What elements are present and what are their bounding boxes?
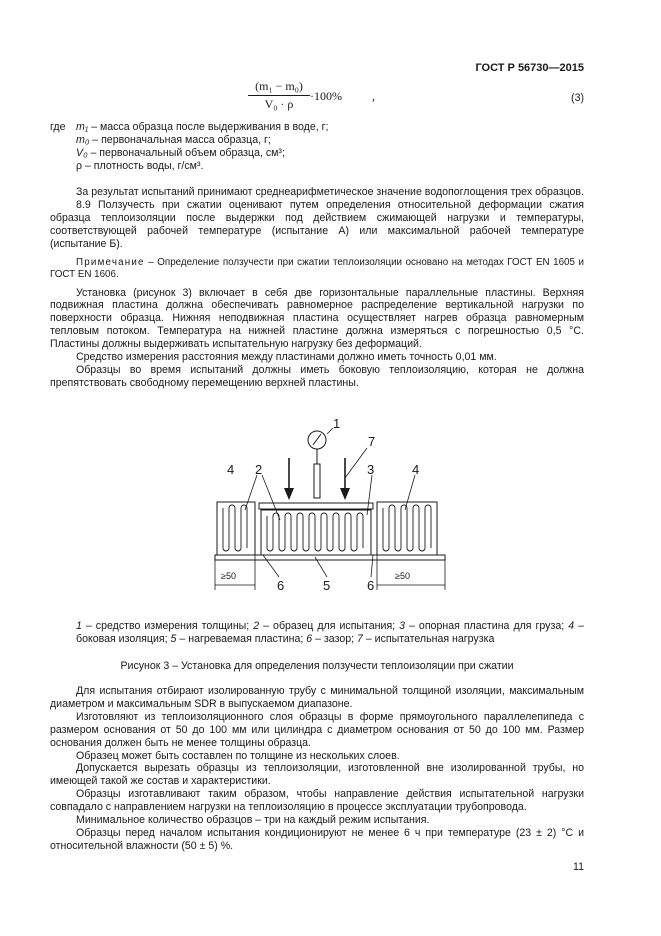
definition-text: – плотность воды, г/см³. bbox=[82, 159, 204, 172]
legend-number: 4 bbox=[568, 620, 575, 632]
figure-label-7: 7 bbox=[368, 434, 376, 449]
where-label: где bbox=[50, 121, 66, 133]
document-header: ГОСТ Р 56730—2015 bbox=[475, 62, 584, 74]
lateral-insulation-right-pattern bbox=[383, 505, 431, 551]
note-text: – Определение ползучести при сжатии теплоизоляции основано на методах ГОСТ EN 1605 и ГОСТ EN 1606. bbox=[50, 256, 584, 280]
paragraph: За результат испытаний принимают среднеарифметическое значение водопоглощения трех образцов. bbox=[76, 186, 584, 198]
figure-3-diagram bbox=[205, 416, 455, 604]
figure-label-6-left: 6 bbox=[277, 578, 285, 593]
figure-label-3: 3 bbox=[367, 462, 375, 477]
formula-comma: , bbox=[372, 89, 375, 103]
definition-text: – первоначальная масса образца, г; bbox=[89, 133, 271, 146]
paragraph: Образцы изготавливают таким образом, чтобы направление действия испытательной нагрузки совпадало с направлением нагрузки на теплоизоляцию в процессе эксплуатации трубопровода. bbox=[50, 788, 584, 814]
note-label: Примечание bbox=[76, 256, 145, 268]
formula-multiplier: ·100% bbox=[310, 89, 342, 103]
paragraph: Установка (рисунок 3) включает в себя две горизонтальные параллельные пластины. Верхняя подвижная пластина должна обеспечивать равномерное распределение вертикальной нагрузки по поверхности образца. Нижняя неподвижная пластина осуществляет нагрев образца равномерным тепловым потоком. Температура на нижней пластине должна измеряться с погрешностью 0,5 °С. Пластины должны выдерживать испытательную нагрузку без деформаций. bbox=[50, 286, 584, 351]
test-sample bbox=[261, 510, 371, 555]
figure-label-1: 1 bbox=[333, 416, 341, 431]
paragraph: Средство измерения расстояния между пластинами должно иметь точность 0,01 мм. bbox=[76, 351, 497, 364]
figure-label-4-right: 4 bbox=[412, 462, 420, 477]
legend-text: – опорная пластина для груза; bbox=[405, 620, 569, 632]
variable-definitions bbox=[76, 121, 576, 173]
legend-text: – средство измерения толщины; bbox=[81, 620, 254, 632]
page-number: 11 bbox=[573, 861, 584, 873]
gauge-needle bbox=[313, 434, 321, 445]
legend-number: 6 bbox=[306, 632, 313, 645]
legend-text: – образец для испытания; bbox=[259, 620, 400, 632]
paragraph: Допускается вырезать образцы из теплоизоляции, изготовленной вне изолированной трубы, но имеющей такой же состав и характеристики. bbox=[50, 762, 584, 788]
legend-number: 2 bbox=[253, 620, 260, 632]
formula-numerator: (m₁ − m₀) bbox=[248, 80, 310, 96]
body-text-upper bbox=[50, 186, 584, 390]
definition-symbol: ρ bbox=[76, 159, 83, 172]
test-sample-pattern bbox=[267, 513, 363, 551]
creep-test-setup-drawing bbox=[205, 416, 455, 600]
figure-label-5: 5 bbox=[323, 578, 331, 593]
note bbox=[50, 257, 584, 281]
figure-legend bbox=[76, 620, 584, 646]
definition-item bbox=[76, 147, 576, 160]
paragraph: Изготовляют из теплоизоляционного слоя образцы в форме прямоугольного параллелепипеда с размером основания от 50 до 100 мм или цилиндра с диаметром основания от 50 до 100 мм. Размер основания должен быть не менее толщины образца. bbox=[50, 710, 584, 749]
paragraph: Образцы во время испытаний должны иметь боковую теплоизоляцию, которая не должна препятствовать свободному перемещению верхней пластины. bbox=[50, 363, 584, 389]
dimension-right: ≥50 bbox=[395, 571, 410, 581]
paragraph: 8.9 Ползучесть при сжатии оценивают путем определения относительной деформации сжатия образца теплоизоляции после выдержки под действием сжимающей нагрузки и температуры, соответствующей рабочей температуре (испытание А) или максимальной рабочей температуре (испытание Б). bbox=[50, 198, 584, 250]
figure-title: Рисунок 3 – Установка для определения ползучести теплоизоляции при сжатии bbox=[120, 660, 514, 672]
formula-denominator: V₀ · ρ bbox=[264, 96, 294, 111]
formula-fraction bbox=[248, 80, 310, 111]
legend-text: – зазор; bbox=[312, 632, 357, 645]
load-support-plate bbox=[259, 503, 373, 509]
gauge-rod bbox=[314, 464, 320, 498]
legend-text: – нагреваемая пластина; bbox=[176, 632, 307, 645]
lateral-insulation-left-pattern bbox=[223, 505, 247, 551]
figure-label-2: 2 bbox=[255, 462, 263, 477]
legend-text: – боковая изоляция; bbox=[76, 620, 584, 645]
legend-number: 1 bbox=[76, 620, 82, 632]
definition-item bbox=[76, 134, 576, 147]
definition-item bbox=[76, 121, 576, 134]
paragraph: Образец может быть составлен по толщине из нескольких слоев. bbox=[76, 749, 400, 762]
definition-symbol: V₀ bbox=[76, 146, 88, 159]
body-text-lower bbox=[50, 685, 584, 853]
definition-text: – масса образца после выдерживания в воде, г; bbox=[88, 121, 329, 133]
legend-text: – испытательная нагрузка bbox=[362, 632, 495, 645]
legend-number: 3 bbox=[399, 620, 406, 632]
legend-number: 5 bbox=[170, 632, 177, 645]
definition-symbol: m₀ bbox=[76, 133, 90, 146]
definition-symbol: m₁ bbox=[76, 121, 89, 133]
figure-label-4-left: 4 bbox=[227, 462, 235, 477]
definition-item bbox=[76, 160, 576, 173]
formula bbox=[248, 80, 388, 124]
definition-text: – первоначальный объем образца, см³; bbox=[87, 146, 285, 159]
paragraph: Для испытания отбирают изолированную трубу с минимальной толщиной изоляции, максимальным диаметром и максимальным SDR в выпускаемом диапазоне. bbox=[50, 685, 584, 710]
paragraph: Образцы перед началом испытания кондиционируют не менее 6 ч при температуре (23 ± 2) °С и относительной влажности (50 ± 5) %. bbox=[50, 826, 584, 852]
legend-number: 7 bbox=[357, 632, 363, 645]
paragraph: Минимальное количество образцов – три на каждый режим испытания. bbox=[76, 814, 430, 827]
equation-number: (3) bbox=[571, 92, 584, 104]
dimension-left: ≥50 bbox=[221, 571, 236, 581]
figure-label-6-right: 6 bbox=[367, 578, 375, 593]
heated-plate bbox=[215, 555, 445, 560]
